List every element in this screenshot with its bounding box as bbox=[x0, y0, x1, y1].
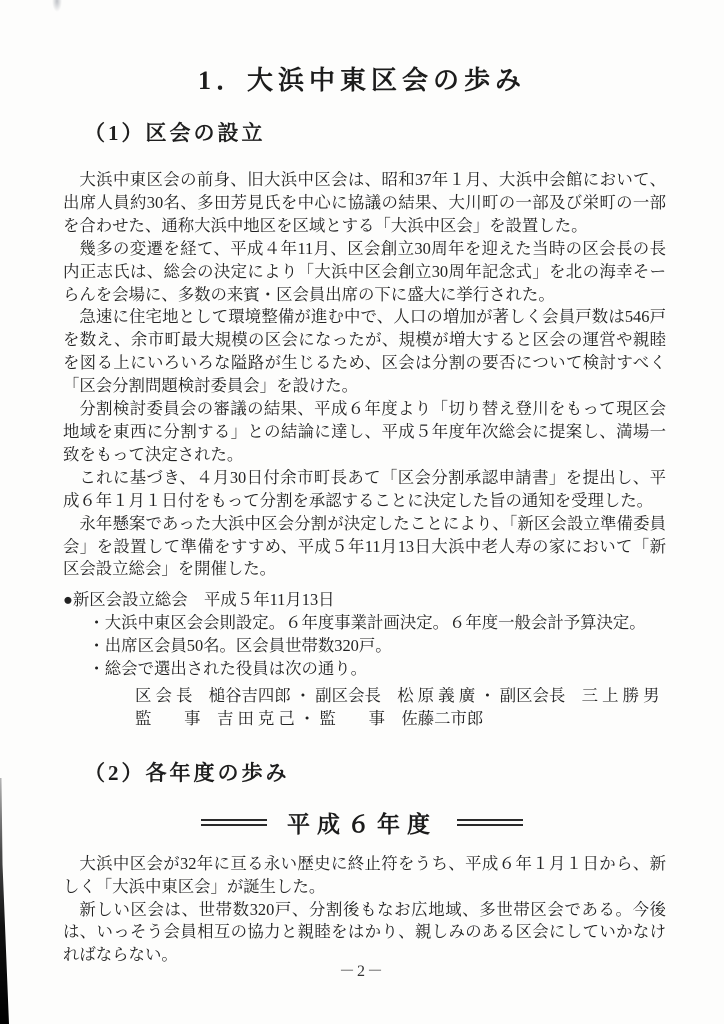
paragraph-growth-committee: 急速に住宅地として環境整備が進む中で、人口の増加が著しく会員戸数は546戸を数え、余市町最大規模の区会になったが、規模が増大すると区会の運営や親睦を図る上にいろいろな隘路が生じるため、区会は分割の要否について検討すべく「区会分割問題検討委員会」を設けた。 bbox=[63, 307, 666, 396]
document-title: 1．大浜中東区会の歩み bbox=[197, 66, 526, 95]
meeting-item-rules: ・大浜中東区会会則設定。６年度事業計画決定。６年度一般会計予算決定。 bbox=[88, 613, 646, 633]
meeting-item-officers-intro: ・総会で選出された役員は次の通り。 bbox=[88, 659, 368, 679]
paragraph-new-district-birth: 大浜中区会が32年に亘る永い歴史に終止符をうち、平成６年１月１日から、新しく「大浜中東区会」が誕生した。 bbox=[63, 853, 666, 896]
officer-line-chairs: 区 会 長 槌谷吉四郎 ・ 副区会長 松 原 義 廣 ・ 副区会長 三 上 勝 男 bbox=[135, 685, 660, 705]
paragraph-split-decision: 分割検討委員会の審議の結果、平成６年度より「切り替え登川をもって現区会地域を東西に分割する」との結論に達し、平成５年度年次総会に提案し、満場一致をもって決定された。 bbox=[63, 399, 666, 464]
paragraph-application: これに基づき、４月30日付余市町長あて「区会分割承認申請書」を提出し、平成６年１月１日付をもって分割を承認することに決定した旨の通知を受理した。 bbox=[63, 467, 666, 510]
paragraph-founding: 大浜中東区会の前身、旧大浜中区会は、昭和37年１月、大浜中会館において、出席人員約30名、多田芳見氏を中心に協議の結果、大川町の一部及び栄町の一部を合わせた、通称大浜中地区を区域とする「大浜中区会」を設置した。 bbox=[63, 170, 666, 235]
double-rule-left bbox=[201, 819, 267, 826]
section-yearly-heading: （2）各年度の歩み bbox=[84, 760, 290, 785]
meeting-item-attendance: ・出席区会員50名。区会員世帯数320戸。 bbox=[88, 636, 392, 656]
paragraph-30th-anniversary: 幾多の変遷を経て、平成４年11月、区会創立30周年を迎えた当時の区会長の長内正志氏は、総会の決定により「大浜中区会創立30周年記念式」を北の海幸そーらんを会場に、多数の来賓・区会員出席の下に盛大に挙行された。 bbox=[63, 238, 666, 304]
scan-smudge-artifact bbox=[52, 0, 62, 12]
section-establishment-heading: （1）区会の設立 bbox=[84, 121, 266, 145]
officer-line-auditors: 監 事 吉 田 克 己 ・ 監 事 佐藤二市郎 bbox=[135, 708, 484, 728]
section-yearly-body bbox=[63, 853, 666, 968]
section-establishment-body bbox=[63, 169, 666, 731]
founding-meeting-header: ●新区会設立総会 平成５年11月13日 bbox=[63, 590, 335, 610]
page-number: －2－ bbox=[338, 963, 385, 980]
paragraph-preparation: 永年懸案であった大浜中区会分割が決定したことにより、「新区会設立準備委員会」を設置して準備をすすめ、平成５年11月13日大浜中老人寿の家において「新区会設立総会」を開催した。 bbox=[63, 513, 666, 579]
year-banner bbox=[0, 806, 724, 839]
year-banner-label: 平成６年度 bbox=[287, 811, 437, 837]
paragraph-new-district-outlook: 新しい区会は、世帯数320戸、分割後もなお広地域、多世帯区会である。今後は、いっそう会員相互の協力と親睦をはかり、親しみのある区会にしていかなければならない。 bbox=[63, 899, 666, 965]
double-rule-right bbox=[457, 819, 523, 826]
